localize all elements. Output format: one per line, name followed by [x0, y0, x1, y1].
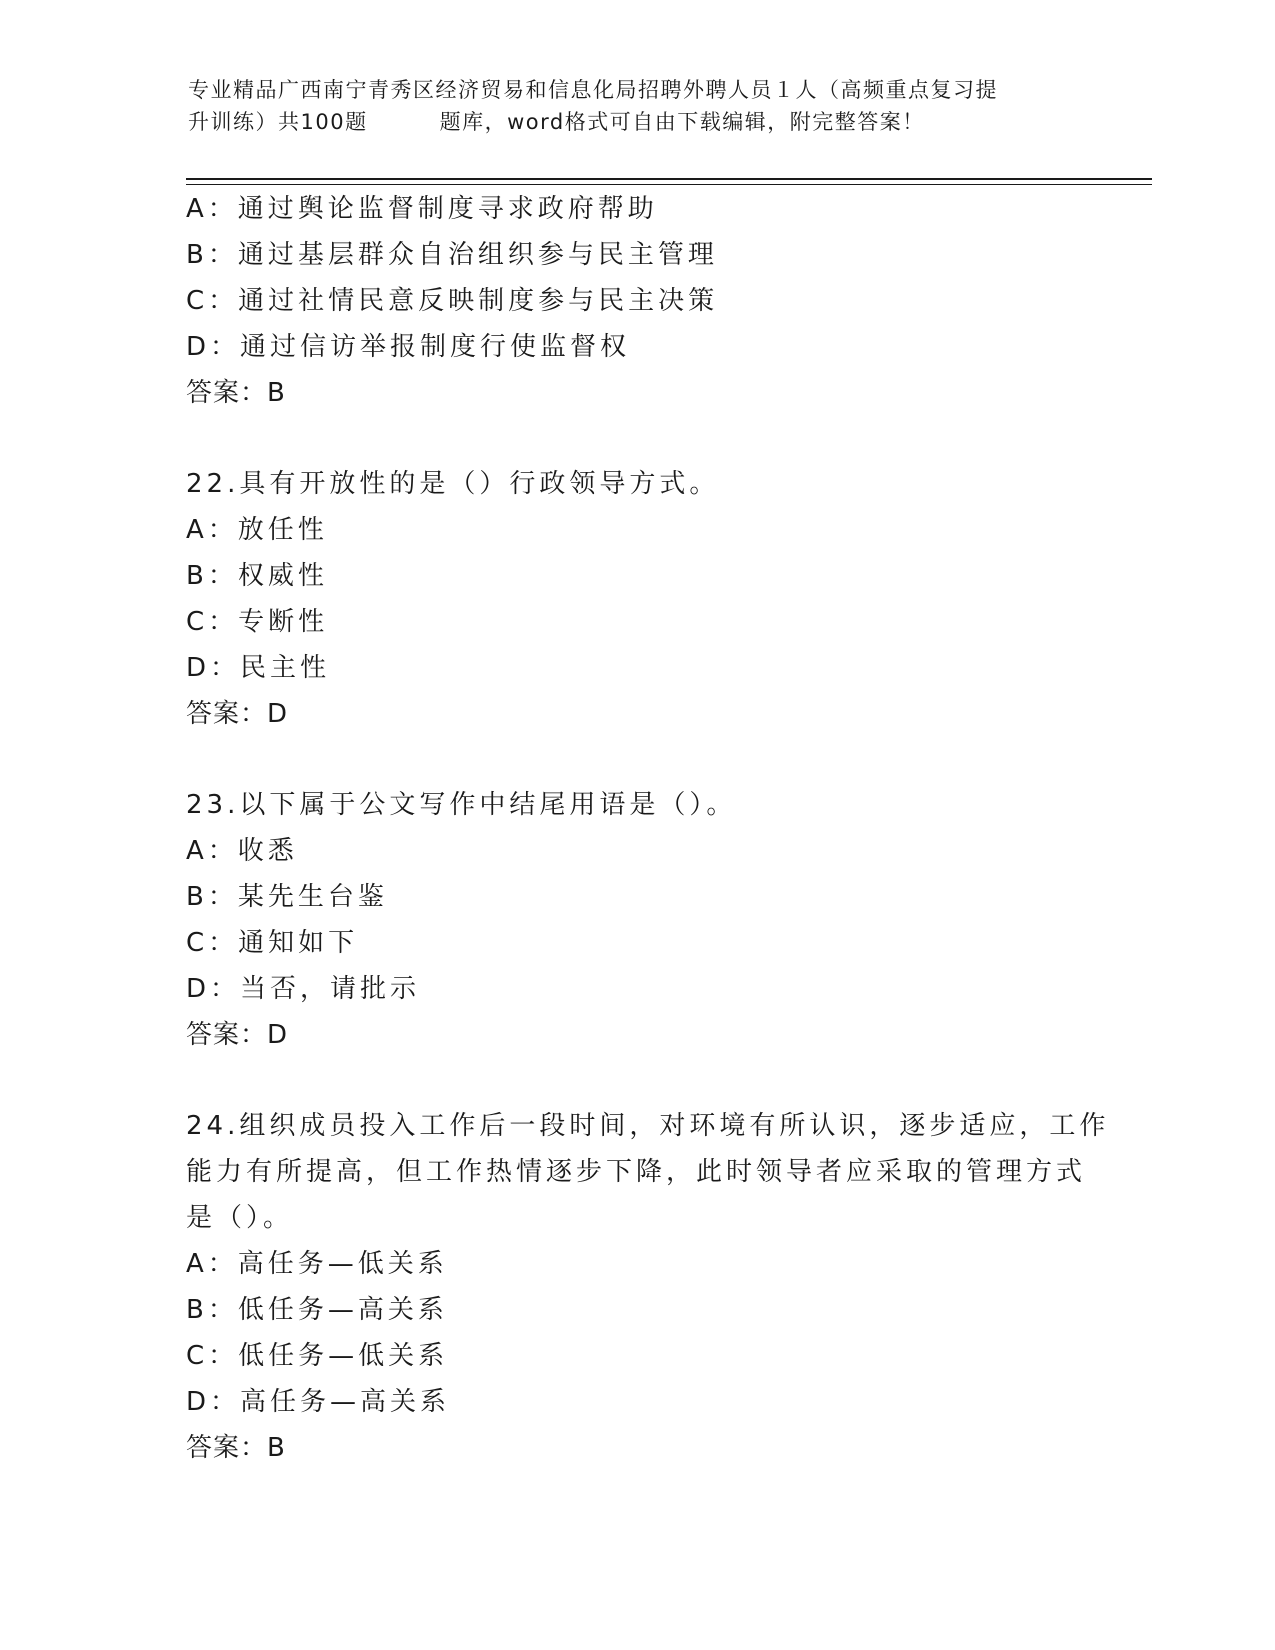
option-c: C：通过社情民意反映制度参与民主决策	[186, 286, 719, 316]
option-c: C：专断性	[186, 607, 329, 637]
option-a: A：收悉	[186, 836, 298, 866]
header-line-2	[188, 106, 1088, 138]
header-divider-thin	[186, 184, 1152, 185]
option-d: D：当否，请批示	[186, 974, 421, 1004]
option-b: B：某先生台鉴	[186, 882, 388, 912]
option-a: A：高任务—低关系	[186, 1249, 448, 1279]
answer: 答案：B	[186, 378, 286, 408]
header-line-2-part-b: 题库，word格式可自由下载编辑，附完整答案！	[439, 110, 925, 134]
option-a: A：放任性	[186, 515, 328, 545]
question-list	[186, 186, 1110, 1471]
option-b: B：权威性	[186, 561, 328, 591]
answer: 答案：D	[186, 1020, 289, 1050]
answer: 答案：B	[186, 1433, 286, 1463]
option-c: C：低任务—低关系	[186, 1341, 449, 1371]
question-stem-line-2: 能力有所提高，但工作热情逐步下降，此时领导者应采取的管理方式	[186, 1157, 1087, 1187]
answer: 答案：D	[186, 699, 289, 729]
question-stem: 22.具有开放性的是（）行政领导方式。	[186, 469, 720, 499]
option-b: B：低任务—高关系	[186, 1295, 448, 1325]
document-header	[188, 74, 1088, 138]
header-divider-thick	[186, 178, 1152, 180]
question-22	[186, 461, 1086, 737]
option-d: D：通过信访举报制度行使监督权	[186, 332, 631, 362]
header-line-1: 专业精品广西南宁青秀区经济贸易和信息化局招聘外聘人员１人（高频重点复习提	[188, 78, 998, 102]
question-stem-line-1: 24.组织成员投入工作后一段时间，对环境有所认识，逐步适应，工作	[186, 1111, 1110, 1141]
option-c: C：通知如下	[186, 928, 359, 958]
question-stem-line-3: 是（）。	[186, 1203, 294, 1233]
question-21	[186, 186, 1086, 416]
option-b: B：通过基层群众自治组织参与民主管理	[186, 240, 718, 270]
option-d: D：民主性	[186, 653, 331, 683]
header-line-2-part-a: 升训练）共100题	[188, 110, 368, 134]
option-d: D：高任务—高关系	[186, 1387, 451, 1417]
question-23	[186, 782, 1086, 1058]
option-a: A：通过舆论监督制度寻求政府帮助	[186, 194, 658, 224]
question-stem: 23.以下属于公文写作中结尾用语是（）。	[186, 790, 737, 820]
question-24	[186, 1103, 1110, 1471]
